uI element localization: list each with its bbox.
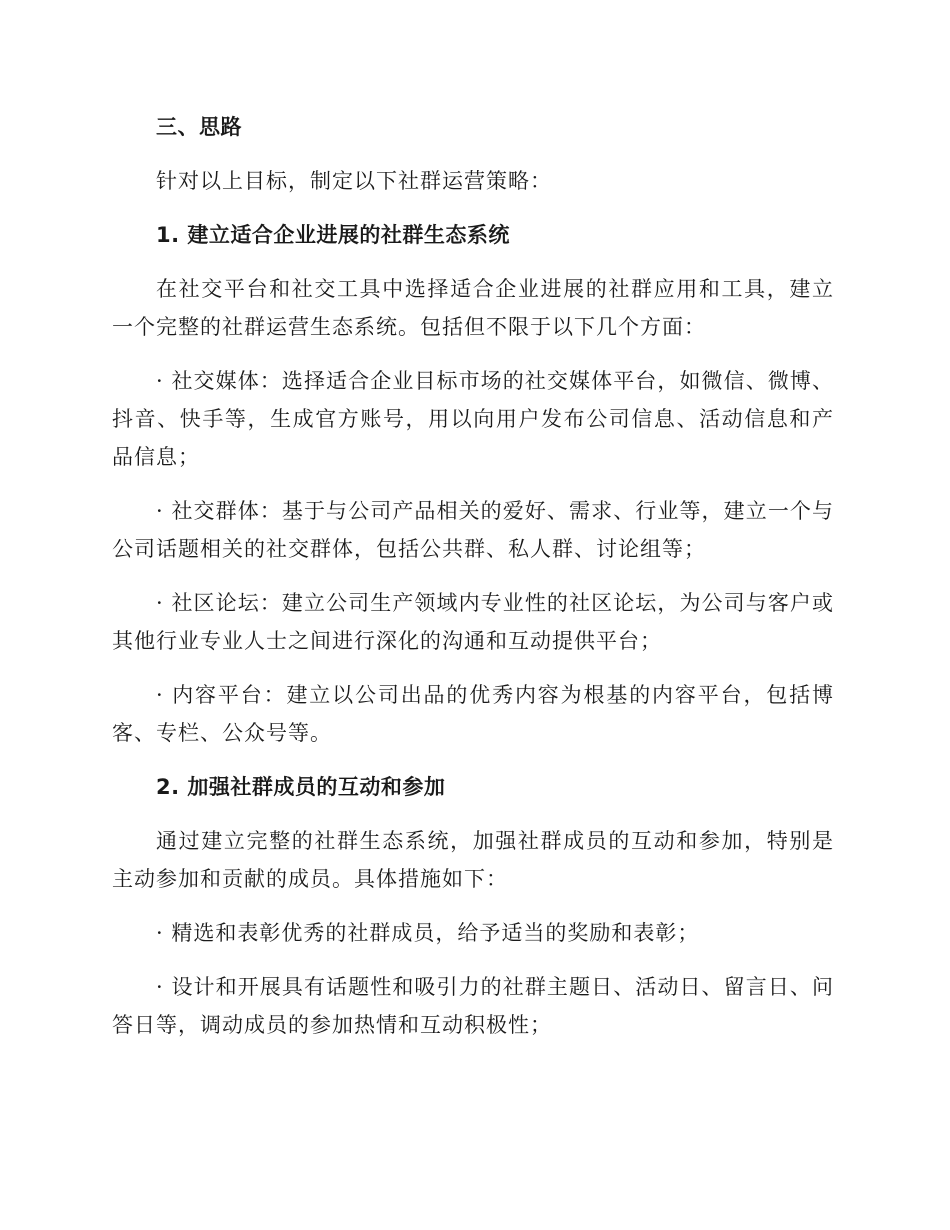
- subsection-2-paragraph: 通过建立完整的社群生态系统，加强社群成员的互动和参加，特别是主动参加和贡献的成员。具体措施如下：: [112, 829, 834, 891]
- bullet-community-forum: · 社区论坛：建立公司生产领域内专业性的社区论坛，为公司与客户或其他行业专业人士之间进行深化的沟通和互动提供平台；: [112, 591, 834, 653]
- subsection-1-paragraph: 在社交平台和社交工具中选择适合企业进展的社群应用和工具，建立一个完整的社群运营生态系统。包括但不限于以下几个方面：: [112, 277, 834, 339]
- bullet-content-platform: · 内容平台：建立以公司出品的优秀内容为根基的内容平台，包括博客、专栏、公众号等。: [112, 683, 834, 745]
- document-body: [112, 108, 834, 1060]
- bullet-theme-days: · 设计和开展具有话题性和吸引力的社群主题日、活动日、留言日、问答日等，调动成员的参加热情和互动积极性；: [112, 975, 834, 1037]
- subsection-heading-2: 2. 加强社群成员的互动和参加: [156, 775, 446, 799]
- bullet-social-groups: · 社交群体：基于与公司产品相关的爱好、需求、行业等，建立一个与公司话题相关的社交群体，包括公共群、私人群、讨论组等；: [112, 499, 834, 561]
- bullet-recognize-members: · 精选和表彰优秀的社群成员，给予适当的奖励和表彰；: [156, 921, 700, 945]
- section-heading: 三、思路: [156, 115, 242, 139]
- subsection-heading-1: 1. 建立适合企业进展的社群生态系统: [156, 223, 510, 247]
- bullet-social-media: · 社交媒体：选择适合企业目标市场的社交媒体平台，如微信、微博、抖音、快手等，生成官方账号，用以向用户发布公司信息、活动信息和产品信息；: [112, 369, 834, 469]
- intro-paragraph: 针对以上目标，制定以下社群运营策略：: [156, 169, 552, 193]
